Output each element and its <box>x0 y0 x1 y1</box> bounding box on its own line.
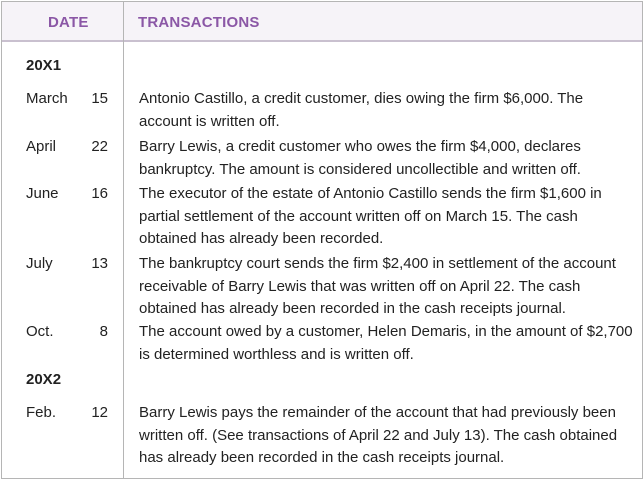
entry-description: Antonio Castillo, a credit customer, dies owing the firm $6,000. The account is written off. <box>139 90 584 130</box>
entry-month: March <box>26 90 68 107</box>
entry-day: 12 <box>91 404 108 421</box>
transactions-column-header: TRANSACTIONS <box>138 14 260 31</box>
entry-day: 16 <box>91 185 108 202</box>
entry-day: 15 <box>91 90 108 107</box>
entry-month: Oct. <box>26 323 54 340</box>
entry-description: The executor of the estate of Antonio Castillo sends the firm $1,600 in partial settlement of the account written off on March 15. The cash obtained has already been recorded. <box>139 185 602 247</box>
entry-day: 8 <box>99 323 108 340</box>
entry-description: Barry Lewis, a credit customer who owes the firm $4,000, declares bankruptcy. The amount is considered uncollectible and written off. <box>139 138 581 178</box>
entry-month: June <box>26 185 59 202</box>
entry-day: 13 <box>91 255 108 272</box>
entry-day: 22 <box>91 138 108 155</box>
entry-description: The account owed by a customer, Helen Demaris, in the amount of $2,700 is determined worthless and is written off. <box>139 323 633 363</box>
table-header <box>2 2 642 42</box>
entry-description: Barry Lewis pays the remainder of the account that had previously been written off. (See transactions of April 22 and July 13). The cash obtained has already been recorded in the cash receipts journal. <box>139 404 618 466</box>
entry-month: April <box>26 138 57 155</box>
transactions-table <box>1 1 643 479</box>
entry-description: The bankruptcy court sends the firm $2,400 in settlement of the account receivable of Barry Lewis that was written off on April 22. The cash obtained has already been recorded in the cash receipts journal. <box>139 255 616 317</box>
entry-month: Feb. <box>26 404 57 421</box>
year-heading: 20X2 <box>26 371 62 388</box>
year-heading: 20X1 <box>26 57 62 74</box>
column-divider <box>123 2 124 478</box>
entry-month: July <box>26 255 53 272</box>
date-column-header: DATE <box>48 14 89 31</box>
